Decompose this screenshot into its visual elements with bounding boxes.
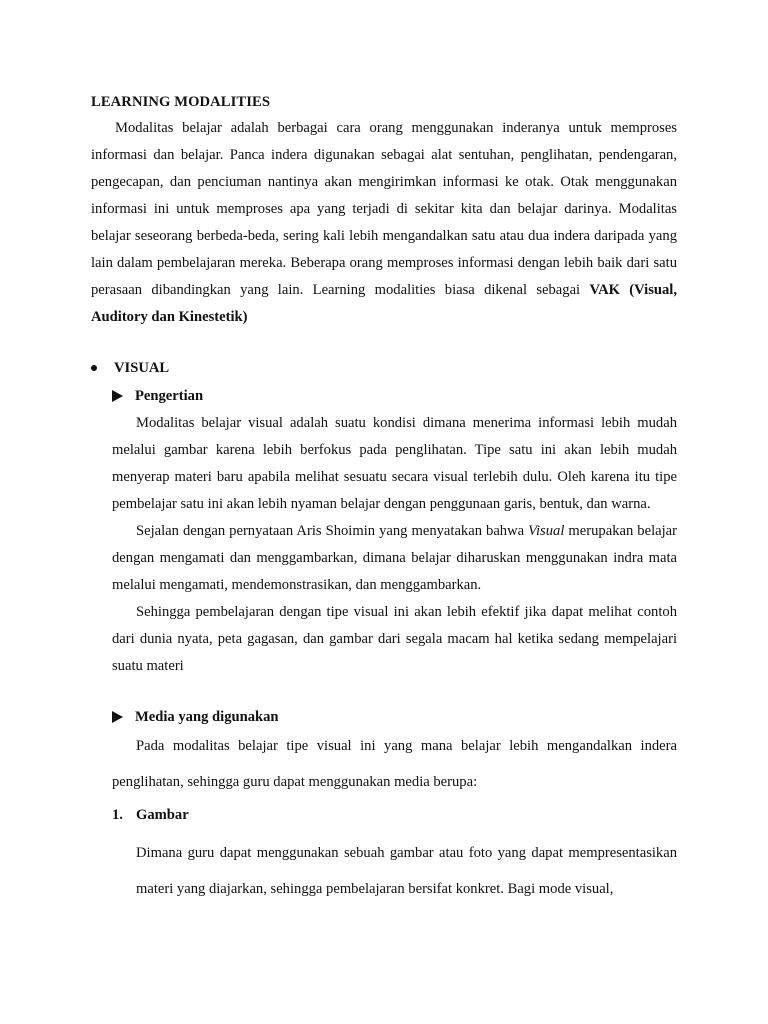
arrow-bullet-icon	[112, 711, 123, 723]
document-title: LEARNING MODALITIES	[91, 94, 271, 110]
item-1-paragraph: Dimana guru dapat menggunakan sebuah gambar atau foto yang dapat mempresentasikan materi yang diajarkan, sehingga pembelajaran bersifat konkret. Bagi mode visual,	[136, 845, 677, 897]
intro-paragraph	[91, 115, 677, 331]
p2-before: Sejalan dengan pernyataan Aris Shoimin yang menyatakan bahwa	[136, 523, 529, 539]
p2-italic: Visual	[528, 523, 565, 539]
pengertian-paragraph-3: Sehingga pembelajaran dengan tipe visual ini akan lebih efektif jika dapat melihat contoh dari dunia nyata, peta gagasan, dan gambar dari segala macam hal ketika sedang mempelajari suatu materi	[112, 604, 677, 674]
item-1-heading-label: Gambar	[136, 807, 189, 823]
bullet-dot-icon	[91, 365, 97, 371]
media-heading-label: Media yang digunakan	[135, 709, 279, 725]
pengertian-heading	[112, 388, 203, 405]
media-heading	[112, 709, 279, 726]
arrow-bullet-icon	[112, 390, 123, 402]
intro-bold-tail: VAK (Visual, Auditory dan Kinestetik)	[91, 282, 678, 325]
item-1-number: 1.	[112, 807, 123, 823]
item-1-heading	[112, 807, 189, 824]
pengertian-paragraph-2	[112, 518, 677, 599]
intro-text: Modalitas belajar adalah berbagai cara orang menggunakan inderanya untuk memproses informasi dan belajar. Panca indera digunakan sebagai alat sentuhan, penglihatan, pendengaran, pengecapan, dan penciuman nantinya akan mengirimkan informasi ke otak. Otak menggunakan informasi ini untuk memproses apa yang terjadi di sekitar kita dan belajar darinya. Modalitas belajar seseorang berbeda-beda, sering kali lebih mengandalkan satu atau dua indera daripada yang lain dalam pembelajaran mereka. Beberapa orang memproses informasi dengan lebih baik dari satu perasaan dibandingkan yang lain. Learning modalities biasa dikenal sebagai	[91, 120, 677, 298]
media-paragraph: Pada modalitas belajar tipe visual ini yang mana belajar lebih mengandalkan indera penglihatan, sehingga guru dapat menggunakan media berupa:	[112, 738, 677, 790]
pengertian-paragraph-1: Modalitas belajar visual adalah suatu kondisi dimana menerima informasi lebih mudah melalui gambar karena lebih berfokus pada penglihatan. Tipe satu ini akan lebih mudah menyerap materi baru apabila melihat sesuatu secara visual terlebih dulu. Oleh karena itu tipe pembelajar satu ini akan lebih nyaman belajar dengan penggunaan garis, bentuk, dan warna.	[112, 415, 677, 512]
pengertian-heading-label: Pengertian	[135, 388, 204, 404]
visual-heading-label: VISUAL	[114, 360, 170, 376]
visual-section-heading	[91, 360, 169, 377]
p2-after: merupakan belajar dengan mengamati dan menggambarkan, dimana belajar diharuskan menggunakan indra mata melalui mengamati, mendemonstrasikan, dan menggambarkan.	[112, 523, 677, 593]
